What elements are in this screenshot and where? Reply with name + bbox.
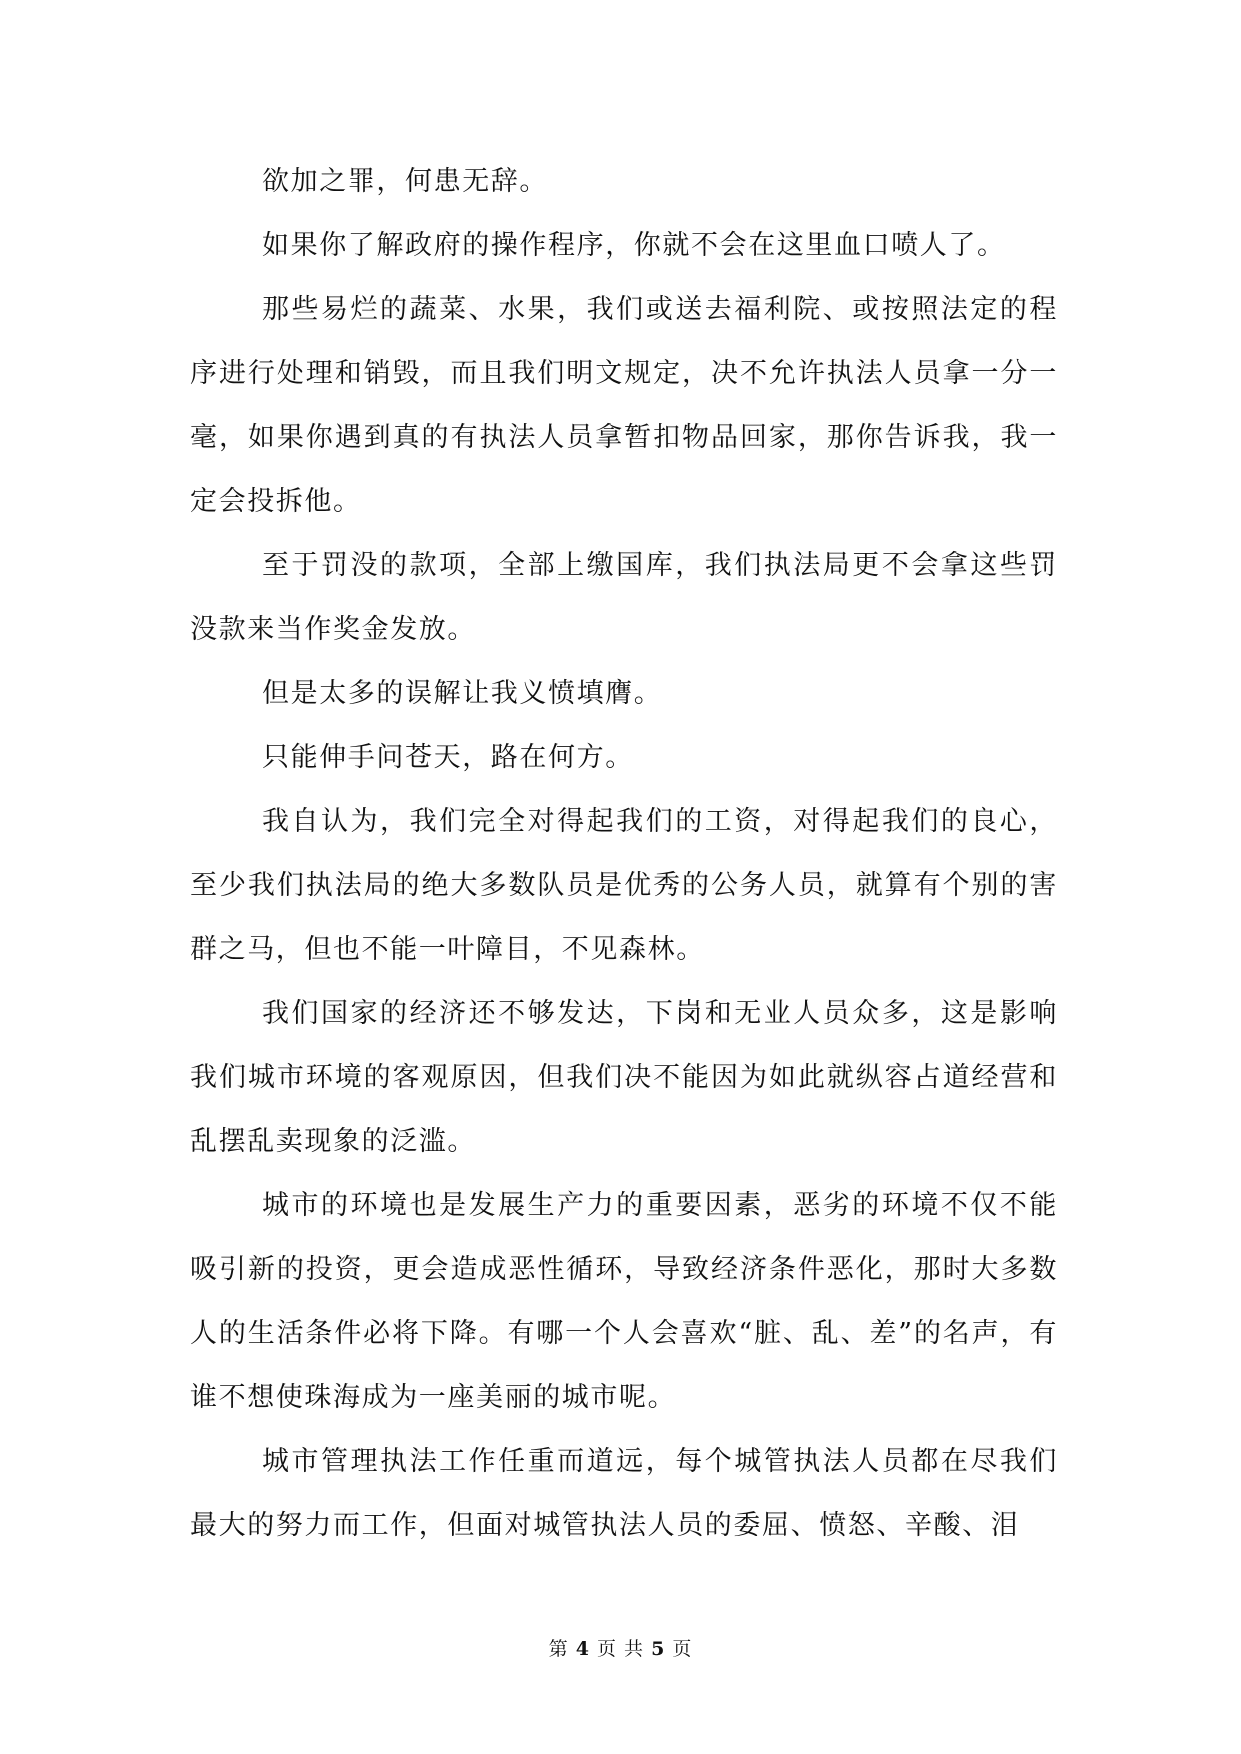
footer-middle: 页 共 [596,1638,645,1660]
paragraph-7: 我自认为，我们完全对得起我们的工资，对得起我们的良心，至少我们执法局的绝大多数队员是优秀的公务人员，就算有个别的害群之马，但也不能一叶障目，不见森林。 [190,806,1058,965]
paragraph-3: 那些易烂的蔬菜、水果，我们或送去福利院、或按照法定的程序进行处理和销毁，而且我们明文规定，决不允许执法人员拿一分一毫，如果你遇到真的有执法人员拿暂扣物品回家，那你告诉我，我一定会投拆他。 [190,294,1058,517]
total-pages-number: 5 [651,1638,666,1660]
paragraph-8: 我们国家的经济还不够发达，下岗和无业人员众多，这是影响我们城市环境的客观原因，但我们决不能因为如此就纵容占道经营和乱摆乱卖现象的泛滥。 [190,998,1058,1157]
paragraph-1: 欲加之罪，何患无辞。 [262,166,548,197]
current-page-number: 4 [575,1638,590,1660]
paragraph-9: 城市的环境也是发展生产力的重要因素，恶劣的环境不仅不能吸引新的投资，更会造成恶性循环，导致经济条件恶化，那时大多数人的生活条件必将下降。有哪一个人会喜欢“脏、乱、差”的名声，有谁不想使珠海成为一座美丽的城市呢。 [190,1190,1058,1413]
paragraph-6: 只能伸手问苍天，路在何方。 [262,742,634,773]
footer-prefix: 第 [548,1638,569,1660]
paragraph-10: 城市管理执法工作任重而道远，每个城管执法人员都在尽我们最大的努力而工作，但面对城管执法人员的委屈、愤怒、辛酸、泪 [190,1446,1058,1541]
page-footer [0,1634,1241,1661]
paragraph-5: 但是太多的误解让我义愤填膺。 [262,678,663,709]
footer-suffix: 页 [672,1638,693,1660]
paragraph-4: 至于罚没的款项，全部上缴国库，我们执法局更不会拿这些罚没款来当作奖金发放。 [190,550,1058,645]
document-body [190,150,1058,1558]
paragraph-2: 如果你了解政府的操作程序，你就不会在这里血口喷人了。 [262,230,1006,261]
